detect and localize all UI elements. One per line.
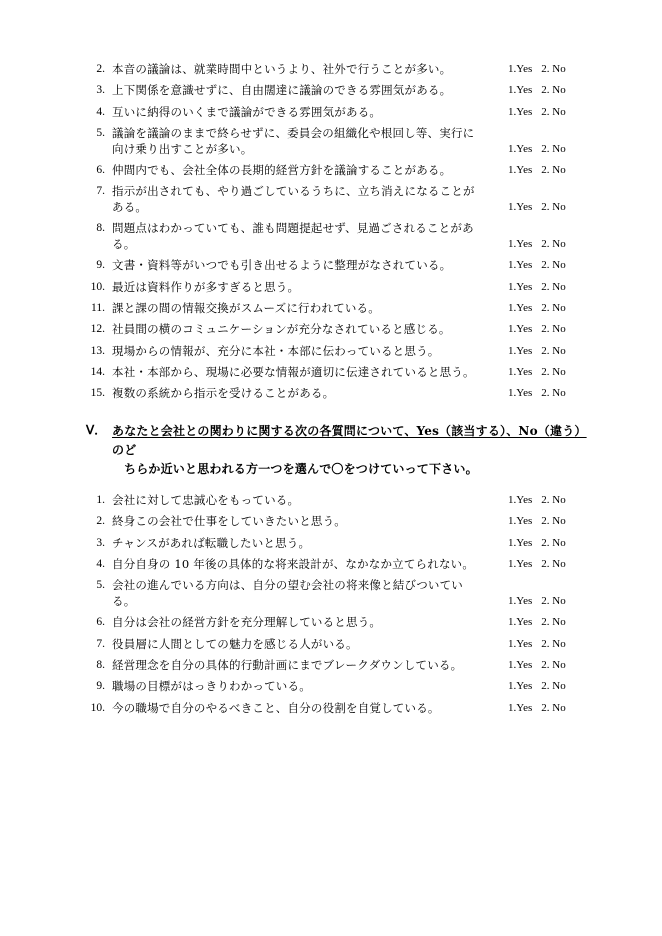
question-number: 14.: [90, 365, 105, 378]
question-number: 4.: [96, 557, 105, 570]
question-row: [86, 322, 586, 338]
answer-yes[interactable]: 1.Yes: [508, 536, 533, 549]
question-row: [86, 701, 586, 717]
question-text: 経営理念を自分の具体的行動計画にまでブレークダウンしている。: [112, 657, 463, 672]
answer-options[interactable]: [508, 514, 586, 530]
question-row: [86, 105, 586, 121]
question-number: 3.: [96, 84, 105, 97]
question-row: [86, 493, 586, 509]
answer-yes[interactable]: 1.Yes: [508, 344, 533, 357]
question-row: [86, 184, 586, 216]
question-text: 複数の系統から指示を受けることがある。: [112, 386, 335, 401]
answer-no[interactable]: 2. No: [541, 105, 566, 118]
answer-options[interactable]: [508, 557, 586, 573]
question-number: 5.: [96, 126, 105, 139]
answer-no[interactable]: 2. No: [541, 344, 566, 357]
answer-options[interactable]: [508, 701, 586, 717]
question-number: 10.: [90, 701, 105, 714]
question-number: 9.: [96, 680, 105, 693]
answer-no[interactable]: 2. No: [541, 63, 566, 75]
answer-options[interactable]: [508, 344, 586, 360]
answer-yes[interactable]: 1.Yes: [508, 302, 533, 315]
answer-yes[interactable]: 1.Yes: [508, 163, 533, 176]
answer-yes[interactable]: 1.Yes: [508, 280, 533, 293]
answer-options[interactable]: [508, 615, 586, 631]
section-text: [112, 422, 586, 479]
question-number: 12.: [90, 323, 105, 336]
answer-options[interactable]: [508, 200, 586, 216]
question-number: 4.: [96, 105, 105, 118]
answer-options[interactable]: [508, 637, 586, 653]
question-text: チャンスがあれば転職したいと思う。: [112, 535, 311, 550]
question-number: 11.: [91, 302, 105, 315]
question-text: 指示が出されても、やり過ごしているうちに、立ち消えになることが ある。: [112, 184, 475, 215]
question-number: 2.: [96, 63, 105, 75]
question-text: 互いに納得のいくまで議論ができる雰囲気がある。: [112, 104, 382, 119]
answer-no[interactable]: 2. No: [541, 302, 566, 315]
question-text: 自分自身の 10 年後の具体的な将来設計が、なかなか立てられない。: [112, 556, 475, 571]
question-row: [86, 221, 586, 253]
question-row: [86, 679, 586, 695]
answer-options[interactable]: [508, 301, 586, 317]
answer-no[interactable]: 2. No: [541, 658, 566, 671]
answer-yes[interactable]: 1.Yes: [508, 515, 533, 528]
answer-options[interactable]: [508, 493, 586, 509]
question-text: 本社・本部から、現場に必要な情報が適切に伝達されていると思う。: [112, 364, 475, 379]
answer-no[interactable]: 2. No: [541, 515, 566, 528]
question-text: 仲間内でも、会社全体の長期的経営方針を議論することがある。: [112, 162, 452, 177]
section-text-line2: ちらか近いと思われる方一つを選んで〇をつけていって下さい。: [124, 462, 478, 477]
answer-no[interactable]: 2. No: [541, 163, 566, 176]
question-text: 社員間の横のコミュニケーションが充分なされていると感じる。: [112, 322, 451, 337]
question-block-1: [86, 62, 586, 402]
question-number: 7.: [96, 637, 105, 650]
question-number: 6.: [96, 163, 105, 176]
section-text-tail: のど: [112, 443, 137, 458]
question-number: 8.: [96, 658, 105, 671]
answer-yes[interactable]: 1.Yes: [508, 494, 533, 507]
question-row: [86, 514, 586, 530]
question-row: [86, 126, 586, 158]
question-text: 現場からの情報が、充分に本社・本部に伝わっていると思う。: [112, 343, 440, 358]
answer-options[interactable]: [508, 105, 586, 121]
answer-no[interactable]: 2. No: [541, 84, 566, 97]
question-text: 会社の進んでいる方向は、自分の望む会社の将来像と結びついてい る。: [112, 578, 463, 609]
answer-yes[interactable]: 1.Yes: [508, 680, 533, 693]
answer-no[interactable]: 2. No: [541, 595, 566, 608]
answer-options[interactable]: [508, 536, 586, 552]
answer-yes[interactable]: 1.Yes: [508, 387, 533, 400]
answer-options[interactable]: [508, 322, 586, 338]
answer-no[interactable]: 2. No: [541, 557, 566, 570]
question-text: 職場の目標がはっきりわかっている。: [112, 679, 311, 694]
question-row: [86, 557, 586, 573]
answer-yes[interactable]: 1.Yes: [508, 557, 533, 570]
section-heading: [86, 422, 586, 479]
answer-yes[interactable]: 1.Yes: [508, 701, 533, 714]
answer-options[interactable]: [508, 258, 586, 274]
answer-no[interactable]: 2. No: [541, 616, 566, 629]
page-content: [86, 62, 586, 722]
question-row: [86, 536, 586, 552]
question-row: [86, 637, 586, 653]
answer-options[interactable]: [508, 386, 586, 402]
question-text: 役員層に人間としての魅力を感じる人がいる。: [112, 636, 358, 651]
answer-yes[interactable]: 1.Yes: [508, 658, 533, 671]
answer-options[interactable]: [508, 237, 586, 253]
question-number: 8.: [96, 222, 105, 235]
question-number: 10.: [90, 280, 105, 293]
question-row: [86, 344, 586, 360]
question-number: 2.: [96, 515, 105, 528]
question-text: 課と課の間の情報交換がスムーズに行われている。: [112, 301, 380, 316]
answer-no[interactable]: 2. No: [541, 280, 566, 293]
answer-no[interactable]: 2. No: [541, 701, 566, 714]
answer-yes[interactable]: 1.Yes: [508, 105, 533, 118]
answer-yes[interactable]: 1.Yes: [508, 595, 533, 608]
question-row: [86, 280, 586, 296]
question-number: 13.: [90, 344, 105, 357]
question-text: 自分は会社の経営方針を充分理解していると思う。: [112, 615, 382, 630]
answer-no[interactable]: 2. No: [541, 238, 566, 251]
question-text: 文書・資料等がいつでも引き出せるように整理がなされている。: [112, 258, 452, 273]
answer-no[interactable]: 2. No: [541, 494, 566, 507]
answer-yes[interactable]: 1.Yes: [508, 259, 533, 272]
answer-yes[interactable]: 1.Yes: [508, 616, 533, 629]
answer-options[interactable]: [508, 280, 586, 296]
answer-no[interactable]: 2. No: [541, 323, 566, 336]
question-text: 議論を議論のままで終らせずに、委員会の組織化や根回し等、実行に 向け乗り出すことが多い。: [112, 125, 475, 156]
answer-no[interactable]: 2. No: [541, 142, 566, 155]
question-text: 今の職場で自分のやるべきこと、自分の役割を自覚している。: [112, 700, 440, 715]
question-text: 会社に対して忠誠心をもっている。: [112, 493, 300, 508]
question-text: 本音の議論は、就業時間中というより、社外で行うことが多い。: [112, 62, 452, 76]
answer-no[interactable]: 2. No: [541, 680, 566, 693]
question-row: [86, 62, 586, 78]
question-row: [86, 386, 586, 402]
answer-no[interactable]: 2. No: [541, 259, 566, 272]
answer-options[interactable]: [508, 83, 586, 99]
question-row: [86, 658, 586, 674]
answer-no[interactable]: 2. No: [541, 201, 566, 214]
answer-yes[interactable]: 1.Yes: [508, 84, 533, 97]
answer-no[interactable]: 2. No: [541, 536, 566, 549]
question-number: 7.: [96, 185, 105, 198]
question-number: 5.: [96, 579, 105, 592]
question-row: [86, 163, 586, 179]
answer-options[interactable]: [508, 679, 586, 695]
question-row: [86, 615, 586, 631]
answer-options[interactable]: [508, 365, 586, 381]
section-number: Ⅴ．: [86, 423, 107, 438]
answer-options[interactable]: [508, 163, 586, 179]
question-row: [86, 578, 586, 610]
question-row: [86, 301, 586, 317]
answer-yes[interactable]: 1.Yes: [508, 323, 533, 336]
question-text: 問題点はわかっていても、誰も問題提起せず、見過ごされることがあ る。: [112, 221, 474, 252]
answer-yes[interactable]: 1.Yes: [508, 365, 533, 378]
question-number: 15.: [90, 387, 105, 400]
question-row: [86, 365, 586, 381]
question-row: [86, 258, 586, 274]
question-block-2: [86, 493, 586, 716]
answer-yes[interactable]: 1.Yes: [508, 201, 533, 214]
question-number: 9.: [96, 259, 105, 272]
question-text: 終身この会社で仕事をしていきたいと思う。: [112, 514, 346, 529]
answer-no[interactable]: 2. No: [541, 637, 566, 650]
question-text: 上下関係を意識せずに、自由闊達に議論のできる雰囲気がある。: [112, 83, 452, 98]
answer-no[interactable]: 2. No: [541, 365, 566, 378]
answer-options[interactable]: [508, 142, 586, 158]
question-text: 最近は資料作りが多すぎると思う。: [112, 279, 300, 294]
question-number: 6.: [96, 616, 105, 629]
section-text-underlined: あなたと会社との関わりに関する次の各質問について、Yes（該当する）、No（違う）: [112, 424, 587, 439]
answer-options[interactable]: [508, 658, 586, 674]
answer-yes[interactable]: 1.Yes: [508, 63, 533, 75]
question-number: 3.: [96, 536, 105, 549]
answer-options[interactable]: [508, 594, 586, 610]
answer-no[interactable]: 2. No: [541, 387, 566, 400]
question-row: [86, 83, 586, 99]
answer-yes[interactable]: 1.Yes: [508, 637, 533, 650]
answer-options[interactable]: [508, 62, 586, 78]
answer-yes[interactable]: 1.Yes: [508, 238, 533, 251]
answer-yes[interactable]: 1.Yes: [508, 142, 533, 155]
question-number: 1.: [96, 494, 105, 507]
